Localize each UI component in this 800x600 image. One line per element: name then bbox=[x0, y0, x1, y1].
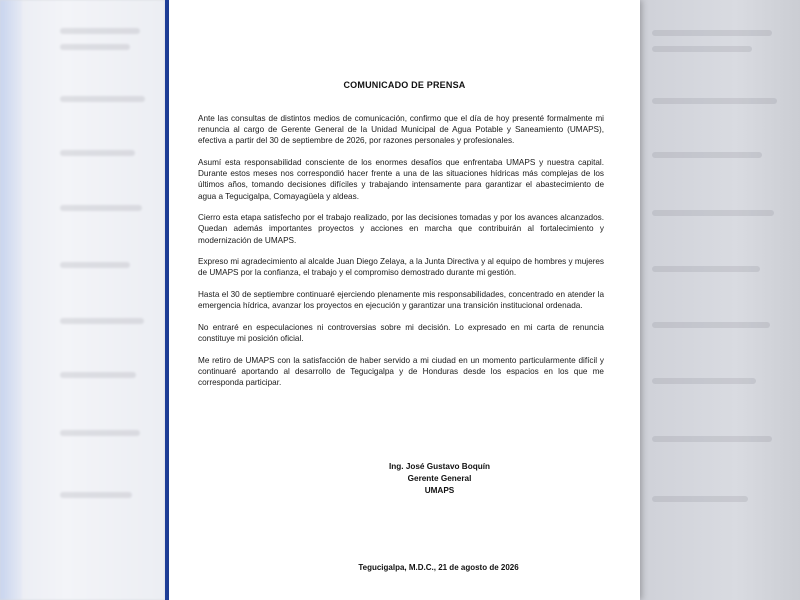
blurred-text-line bbox=[60, 44, 130, 50]
blurred-text-line bbox=[652, 266, 760, 272]
blurred-background-right bbox=[640, 0, 800, 600]
signatory-position: Gerente General bbox=[407, 474, 472, 483]
blurred-text-line bbox=[652, 496, 748, 502]
blurred-text-line bbox=[652, 322, 770, 328]
document-body bbox=[198, 113, 604, 399]
document-title: COMUNICADO DE PRENSA bbox=[343, 80, 466, 90]
blurred-text-line bbox=[652, 210, 774, 216]
paragraph: Hasta el 30 de septiembre continuaré ejerciendo plenamente mis responsabilidades, concentrado en atender la emergencia hídrica, avanzar los proyectos en ejecución y garantizar una transición institucional ordenada. bbox=[198, 290, 604, 311]
blurred-text-line bbox=[60, 430, 140, 436]
blurred-text-line bbox=[652, 46, 752, 52]
blurred-text-line bbox=[60, 96, 145, 102]
place-date-text: Tegucigalpa, M.D.C., 21 de agosto de 2026 bbox=[358, 563, 519, 572]
blurred-text-line bbox=[60, 150, 135, 156]
paragraph: No entraré en especulaciones ni controversias sobre mi decisión. Lo expresado en mi carta de renuncia constituye mi posición oficial. bbox=[198, 322, 604, 343]
signatory-organization: UMAPS bbox=[424, 486, 455, 495]
blurred-background-left bbox=[0, 0, 165, 600]
signatory-name: Ing. José Gustavo Boquín bbox=[389, 462, 490, 471]
place-and-date bbox=[169, 563, 640, 572]
blurred-text-line bbox=[60, 492, 132, 498]
paragraph: Me retiro de UMAPS con la satisfacción de haber servido a mi ciudad en un momento particularmente difícil y continuaré aportando al desarrollo de Tegucigalpa y de Honduras desde los espacios en los que me corresponda participar. bbox=[198, 355, 604, 387]
signature-block bbox=[169, 461, 640, 497]
paragraph: Cierro esta etapa satisfecho por el trabajo realizado, por las decisiones tomadas y por los avances alcanzados. Quedan además importantes proyectos y acciones en marcha que contribuirán al fortalecimiento y modernización de UMAPS. bbox=[198, 213, 604, 245]
paragraph: Asumí esta responsabilidad consciente de los enormes desafíos que enfrentaba UMAPS y nuestra capital. Durante estos meses nos correspondió hacer frente a una de las situaciones hídricas más complejas de los últimos años, tomando decisiones difíciles y trabajando intensamente para garantizar el abastecimiento de agua a Tegucigalpa, Comayagüela y aldeas. bbox=[198, 158, 604, 201]
blurred-text-line bbox=[652, 378, 756, 384]
blurred-text-line bbox=[60, 372, 136, 378]
paragraph: Expreso mi agradecimiento al alcalde Juan Diego Zelaya, a la Junta Directiva y al equipo de hombres y mujeres de UMAPS por la confianza, el trabajo y el compromiso demostrado durante mi gestión. bbox=[198, 257, 604, 278]
blurred-text-line bbox=[652, 30, 772, 36]
blurred-text-line bbox=[60, 318, 144, 324]
blurred-text-line bbox=[60, 28, 140, 34]
paragraph: Ante las consultas de distintos medios de comunicación, confirmo que el día de hoy presenté formalmente mi renuncia al cargo de Gerente General de la Unidad Municipal de Agua Potable y Saneamiento (UMAPS), efectiva a partir del 30 de septiembre de 2026, por razones personales y profesionales. bbox=[198, 114, 604, 146]
blurred-text-line bbox=[652, 98, 777, 104]
blurred-text-line bbox=[60, 205, 142, 211]
blurred-text-line bbox=[60, 262, 130, 268]
blurred-text-line bbox=[652, 152, 762, 158]
blurred-text-line bbox=[652, 436, 772, 442]
press-release-document bbox=[169, 0, 640, 600]
blurred-background-edge bbox=[0, 0, 22, 600]
